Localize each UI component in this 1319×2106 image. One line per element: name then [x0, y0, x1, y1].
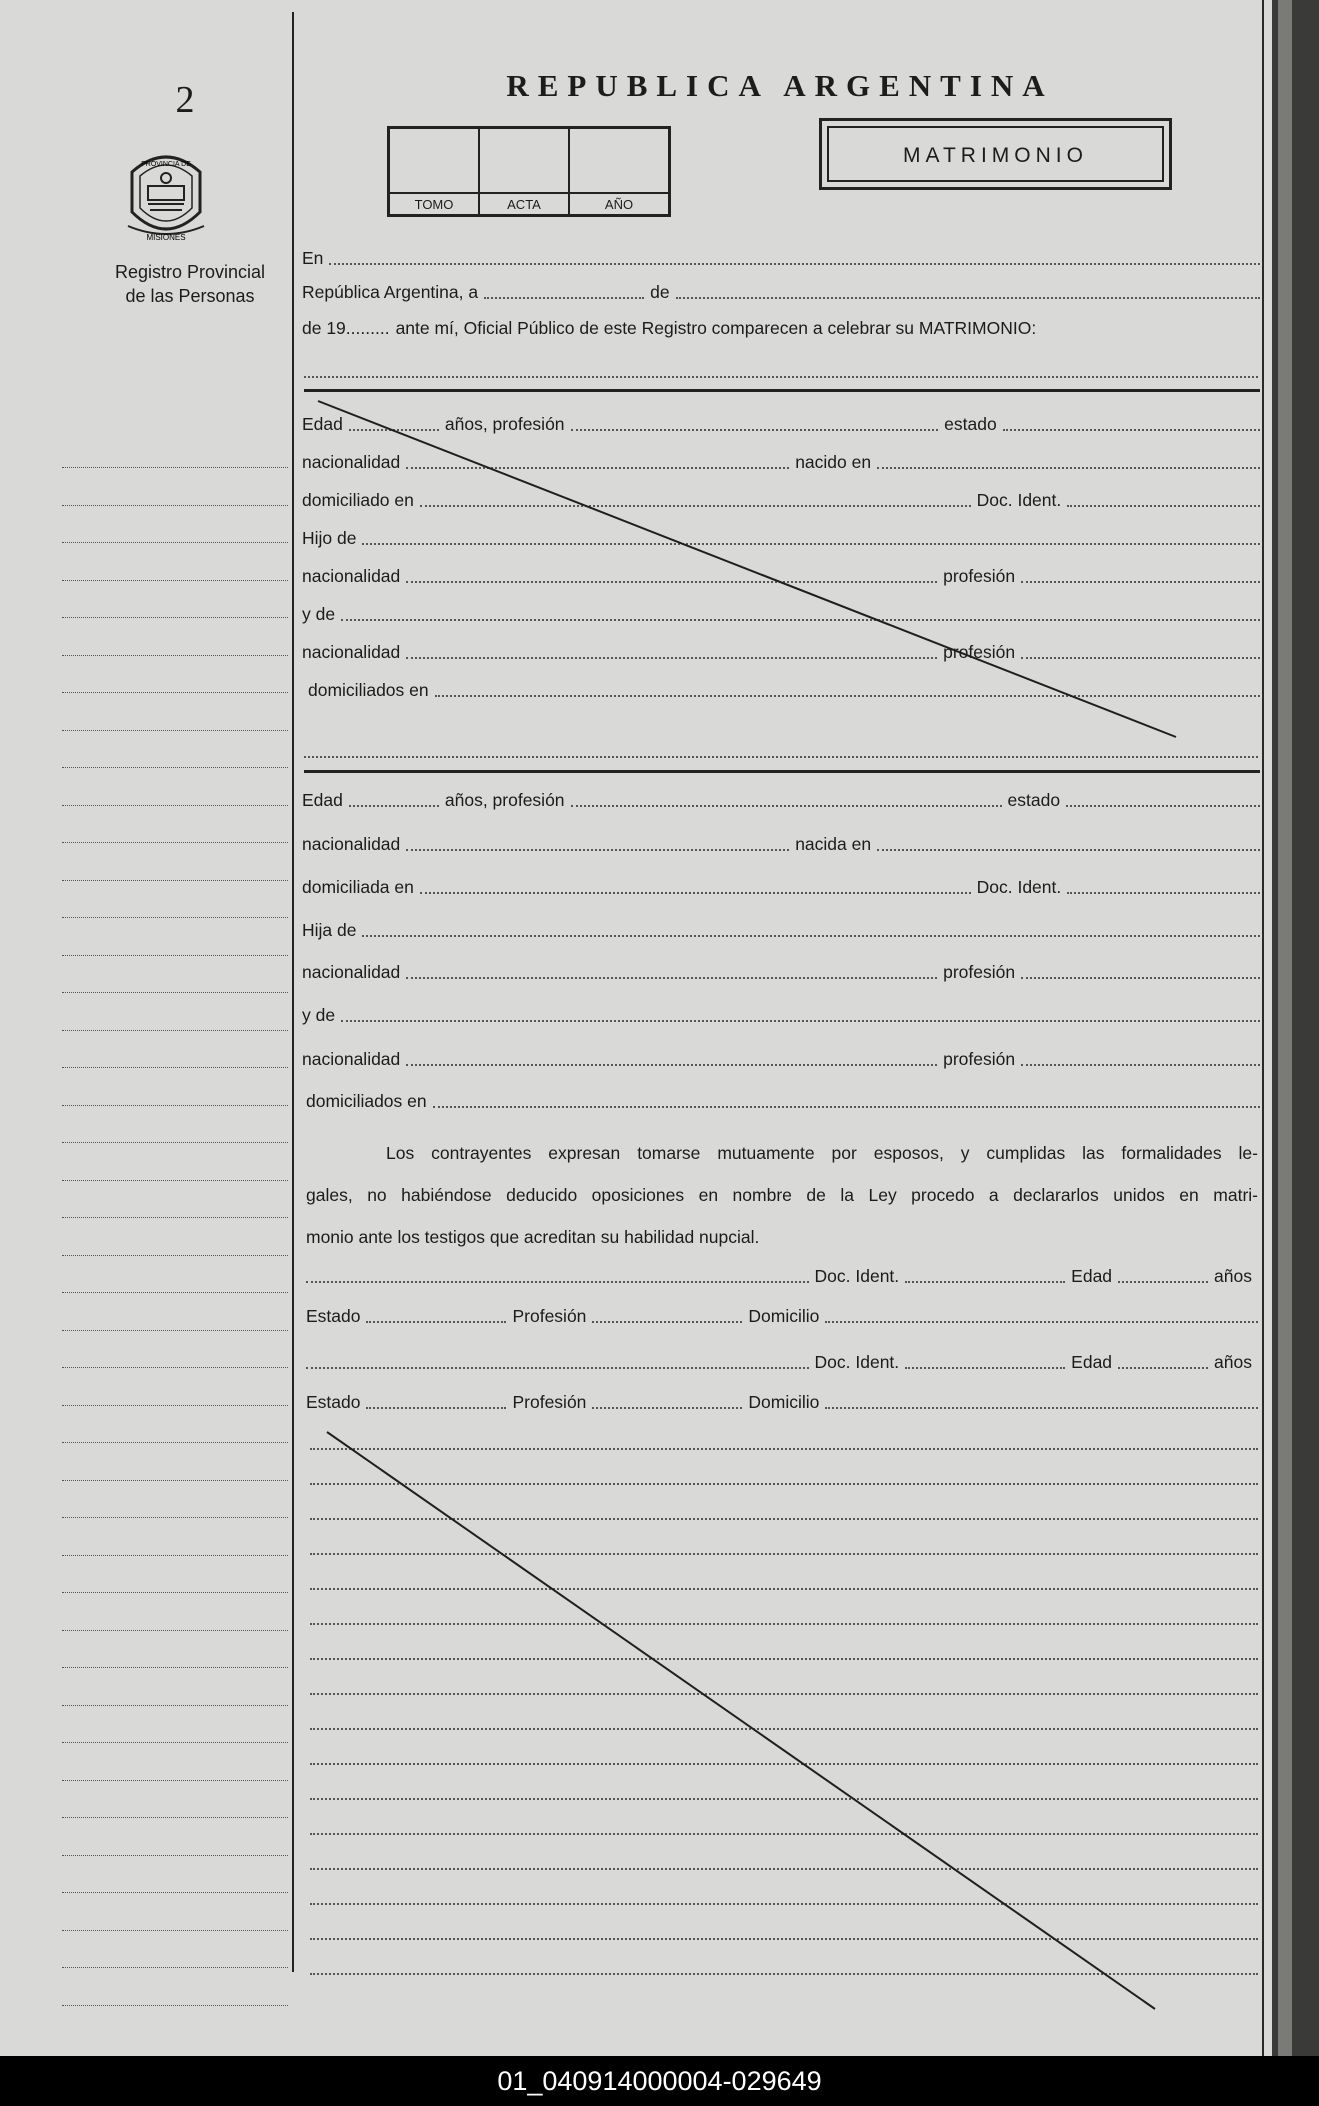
bride-hija-de-label: Hija de: [302, 920, 357, 940]
notes-section-strike: [327, 1432, 1155, 2009]
declaration-line-2: gales, no habiéndose deducido oposiciones en nombre de la Ley procedo a declararlos unidos en matri-: [306, 1185, 1258, 1205]
acta-label: ACTA: [480, 192, 568, 212]
bride-father-prof-label: profesión: [943, 962, 1016, 982]
bride-domiciliada-label: domiciliada en: [302, 877, 414, 897]
bride-nacionalidad-label: nacionalidad: [302, 834, 401, 854]
page-number: 2: [175, 79, 195, 121]
registry-line-2: de las Personas: [125, 286, 255, 306]
witness-2-doc-label: Doc. Ident.: [814, 1352, 900, 1372]
groom-parents-domicile-label: domiciliados en: [308, 680, 429, 700]
groom-section-strike: [318, 401, 1176, 737]
bride-mother-nac-label: nacionalidad: [302, 1049, 401, 1069]
witness-1-doc-label: Doc. Ident.: [814, 1266, 900, 1286]
bride-y-de-label: y de: [302, 1005, 336, 1025]
groom-nacido-en-label: nacido en: [795, 452, 872, 472]
republica-label: República Argentina, a: [302, 282, 479, 302]
bride-edad-label: Edad: [302, 790, 343, 810]
registry-line-1: Registro Provincial: [114, 262, 266, 282]
bride-estado-label: estado: [1007, 790, 1061, 810]
witness-1-profesion-label: Profesión: [512, 1306, 587, 1326]
scan-identifier: 01_040914000004-029649: [0, 2056, 1319, 2106]
groom-mother-nac-label: nacionalidad: [302, 642, 401, 662]
groom-father-prof-label: profesión: [943, 566, 1016, 586]
groom-hijo-de-label: Hijo de: [302, 528, 357, 548]
witness-1-anos-label: años: [1214, 1266, 1252, 1286]
groom-anos-profesion-label: años, profesión: [444, 414, 565, 434]
de-label: de: [650, 282, 670, 302]
bride-doc-ident-label: Doc. Ident.: [976, 877, 1062, 897]
groom-estado-label: estado: [944, 414, 997, 434]
comparecen-text: ante mí, Oficial Público de este Registro comparecen a celebrar su MATRIMONIO:: [395, 318, 1037, 338]
bride-nacida-en-label: nacida en: [795, 834, 872, 854]
groom-domiciliado-label: domiciliado en: [302, 490, 414, 510]
witness-2-estado-label: Estado: [306, 1392, 361, 1412]
groom-doc-ident-label: Doc. Ident.: [976, 490, 1062, 510]
witness-2-profesion-label: Profesión: [512, 1392, 587, 1412]
groom-y-de-label: y de: [302, 604, 336, 624]
bride-parents-domicile-label: domiciliados en: [306, 1091, 427, 1111]
seal-top-text: PROVINCIA DE: [141, 161, 191, 168]
declaration-line-1: Los contrayentes expresan tomarse mutuamente por esposos, y cumplidas las formalidades le-: [386, 1143, 1258, 1163]
tomo-label: TOMO: [390, 192, 478, 212]
bride-anos-profesion-label: años, profesión: [444, 790, 565, 810]
country-title: REPUBLICA ARGENTINA: [506, 68, 1054, 103]
witness-1-edad-label: Edad: [1071, 1266, 1113, 1286]
groom-mother-prof-label: profesión: [943, 642, 1016, 662]
bride-mother-prof-label: profesión: [943, 1049, 1016, 1069]
seal-bottom-text: MISIONES: [146, 233, 186, 242]
adjacent-page-edge: [1272, 0, 1319, 2056]
declaration-line-3: monio ante los testigos que acreditan su habilidad nupcial.: [306, 1227, 760, 1247]
witness-1-domicilio-label: Domicilio: [748, 1306, 820, 1326]
year-label: de 19.........: [302, 318, 390, 338]
witness-2-domicilio-label: Domicilio: [748, 1392, 820, 1412]
groom-edad-label: Edad: [302, 414, 343, 434]
ano-label: AÑO: [570, 192, 668, 212]
witness-2-edad-label: Edad: [1071, 1352, 1113, 1372]
act-type-label: MATRIMONIO: [827, 126, 1164, 182]
en-label: En: [302, 248, 324, 268]
groom-father-nac-label: nacionalidad: [302, 566, 401, 586]
groom-nacionalidad-label: nacionalidad: [302, 452, 401, 472]
witness-1-estado-label: Estado: [306, 1306, 361, 1326]
page-edge: [1262, 0, 1264, 2056]
witness-2-anos-label: años: [1214, 1352, 1252, 1372]
bride-father-nac-label: nacionalidad: [302, 962, 401, 982]
